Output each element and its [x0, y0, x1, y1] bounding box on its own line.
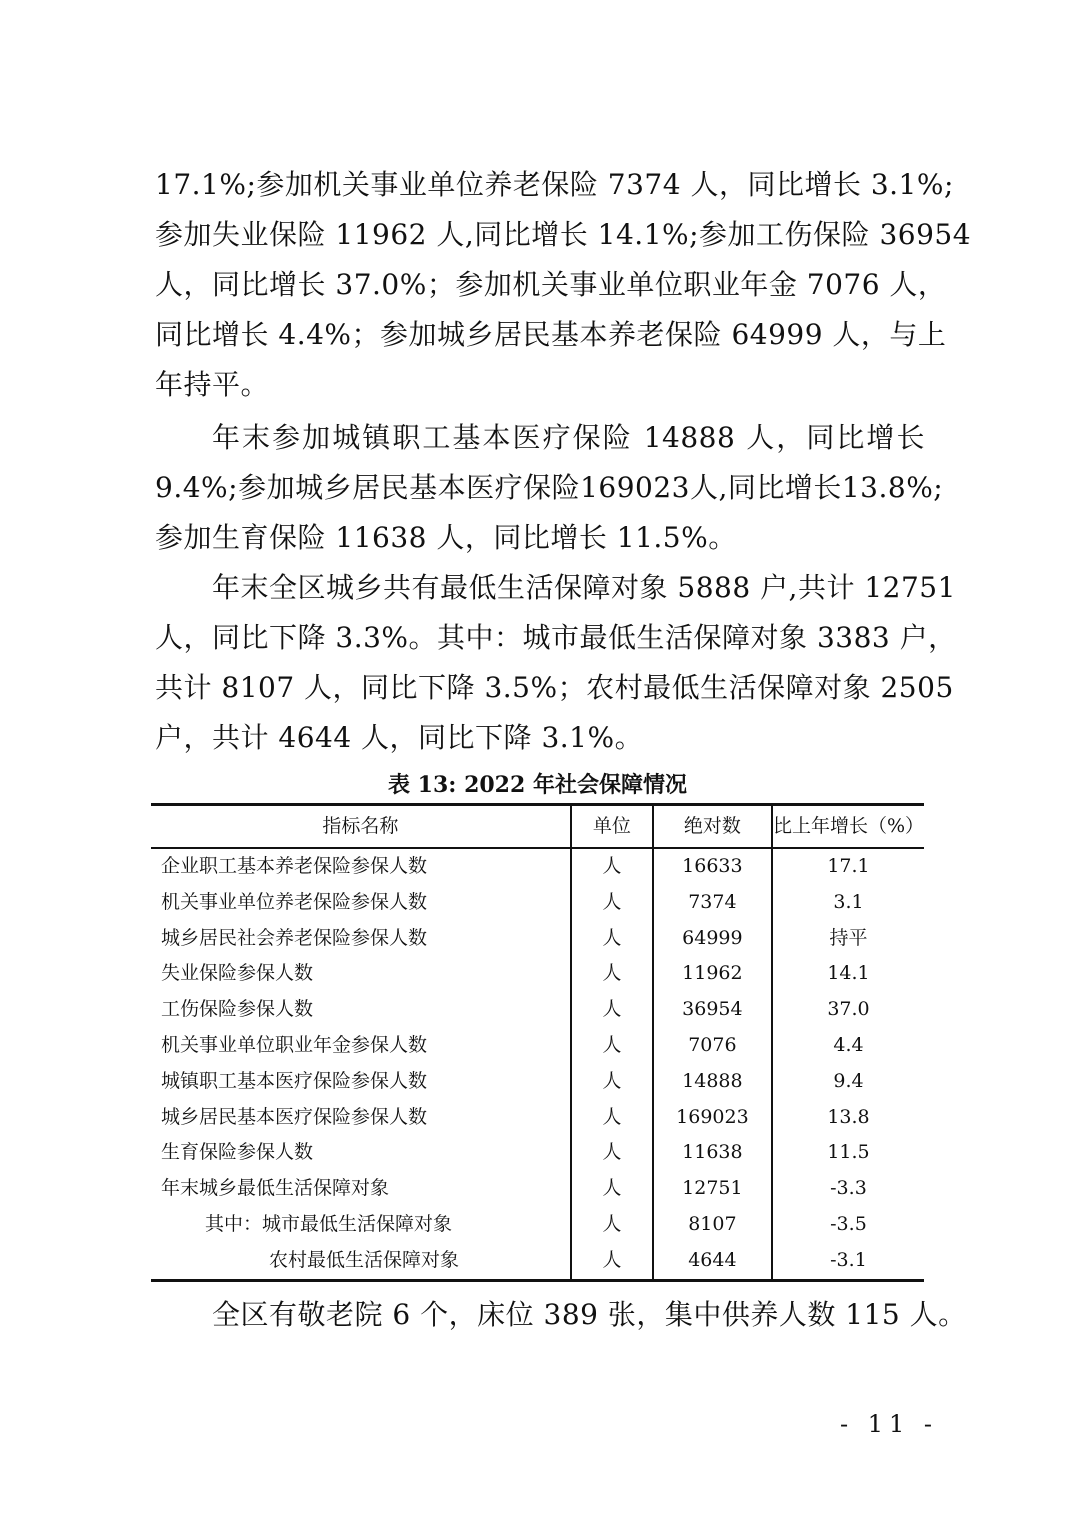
cell-indicator-name: 生育保险参保人数 — [151, 1135, 571, 1171]
header-indicator-name: 指标名称 — [151, 805, 571, 849]
cell-indicator-name: 工伤保险参保人数 — [151, 992, 571, 1028]
cell-unit: 人 — [571, 921, 653, 957]
cell-indicator-name: 城镇职工基本医疗保险参保人数 — [151, 1064, 571, 1100]
cell-absolute-value: 7374 — [653, 885, 772, 921]
cell-growth: 11.5 — [827, 1141, 870, 1164]
cell-growth: 14.1 — [827, 962, 870, 985]
cell-growth: 37.0 — [827, 998, 870, 1021]
table-row — [151, 956, 924, 992]
cell-growth: 17.1 — [827, 855, 870, 877]
cell-growth: 3.1 — [833, 890, 864, 913]
cell-indicator-name: 城乡居民基本医疗保险参保人数 — [151, 1100, 571, 1136]
text-line: 年末全区城乡共有最低生活保障对象 5888 户,共计 12751 — [212, 571, 956, 604]
text-line: 参加失业保险 11962 人,同比增长 14.1%;参加工伤保险 36954 — [155, 218, 972, 251]
cell-absolute-value: 14888 — [653, 1064, 772, 1100]
cell-unit: 人 — [571, 1207, 653, 1243]
table-row — [151, 1100, 924, 1136]
table-row — [151, 921, 924, 957]
cell-unit: 人 — [571, 885, 653, 921]
cell-growth: -3.3 — [830, 1177, 867, 1200]
table-row — [151, 848, 924, 885]
table-row — [151, 1028, 924, 1064]
cell-growth: 4.4 — [833, 1033, 864, 1056]
text-line: 17.1%;参加机关事业单位养老保险 7374 人，同比增长 3.1%; — [155, 168, 954, 201]
cell-absolute-value: 36954 — [653, 992, 772, 1028]
table-row — [151, 1064, 924, 1100]
cell-growth: -3.5 — [830, 1212, 867, 1235]
paragraph-nursing-homes: 全区有敬老院 6 个，床位 389 张，集中供养人数 115 人。 — [212, 1298, 967, 1331]
cell-unit: 人 — [571, 1171, 653, 1207]
table-row — [151, 992, 924, 1028]
cell-indicator-name: 农村最低生活保障对象 — [151, 1243, 571, 1280]
cell-indicator-name: 机关事业单位职业年金参保人数 — [151, 1028, 571, 1064]
text-line: 人，同比增长 37.0%；参加机关事业单位职业年金 7076 人， — [155, 268, 947, 301]
header-growth: 比上年增长（%） — [772, 805, 924, 849]
cell-growth: -3.1 — [772, 1243, 924, 1280]
cell-unit: 人 — [571, 1135, 653, 1171]
cell-growth: 13.8 — [827, 1105, 870, 1128]
cell-unit: 人 — [571, 1243, 653, 1280]
cell-absolute-value: 12751 — [653, 1171, 772, 1207]
text-line: 参加生育保险 11638 人，同比增长 11.5%。 — [155, 521, 737, 554]
cell-indicator-name: 年末城乡最低生活保障对象 — [151, 1171, 571, 1207]
cell-unit: 人 — [571, 848, 653, 885]
table-row — [151, 1243, 924, 1280]
header-unit: 单位 — [571, 805, 653, 849]
table-caption: 表 13: 2022 年社会保障情况 — [388, 772, 687, 798]
table-row — [151, 1135, 924, 1171]
cell-absolute-value: 16633 — [653, 848, 772, 885]
text-line: 年末参加城镇职工基本医疗保险 14888 人，同比增长 — [212, 421, 925, 454]
cell-absolute-value: 11638 — [653, 1135, 772, 1171]
text-line: 人，同比下降 3.3%。其中：城市最低生活保障对象 3383 户， — [155, 621, 957, 654]
cell-growth: 9.4 — [833, 1069, 864, 1092]
cell-absolute-value: 169023 — [653, 1100, 772, 1136]
cell-indicator-name: 机关事业单位养老保险参保人数 — [151, 885, 571, 921]
cell-indicator-name: 其中：城市最低生活保障对象 — [151, 1207, 571, 1243]
text-line: 年持平。 — [155, 368, 270, 401]
cell-absolute-value: 11962 — [653, 956, 772, 992]
cell-absolute-value: 4644 — [653, 1243, 772, 1280]
cell-growth: 持平 — [829, 926, 868, 949]
cell-indicator-name: 失业保险参保人数 — [151, 956, 571, 992]
table-row — [151, 1207, 924, 1243]
page-number: - 11 - — [840, 1410, 939, 1438]
cell-absolute-value: 7076 — [653, 1028, 772, 1064]
cell-unit: 人 — [571, 992, 653, 1028]
text-line: 共计 8107 人，同比下降 3.5%；农村最低生活保障对象 2505 — [155, 671, 954, 704]
cell-indicator-name: 企业职工基本养老保险参保人数 — [151, 848, 571, 885]
cell-unit: 人 — [571, 1064, 653, 1100]
table-row — [151, 1171, 924, 1207]
header-absolute-value: 绝对数 — [653, 805, 772, 849]
cell-unit: 人 — [571, 956, 653, 992]
text-line: 户，共计 4644 人，同比下降 3.1%。 — [155, 721, 644, 754]
text-line: 同比增长 4.4%；参加城乡居民基本养老保险 64999 人，与上 — [155, 318, 947, 351]
cell-absolute-value: 64999 — [653, 921, 772, 957]
cell-absolute-value: 8107 — [653, 1207, 772, 1243]
cell-unit: 人 — [571, 1100, 653, 1136]
text-line: 9.4%;参加城乡居民基本医疗保险169023人,同比增长13.8%; — [155, 471, 944, 504]
table-header-row — [151, 805, 924, 849]
social-security-table — [151, 803, 924, 1282]
cell-indicator-name: 城乡居民社会养老保险参保人数 — [151, 921, 571, 957]
table-row — [151, 885, 924, 921]
cell-unit: 人 — [571, 1028, 653, 1064]
